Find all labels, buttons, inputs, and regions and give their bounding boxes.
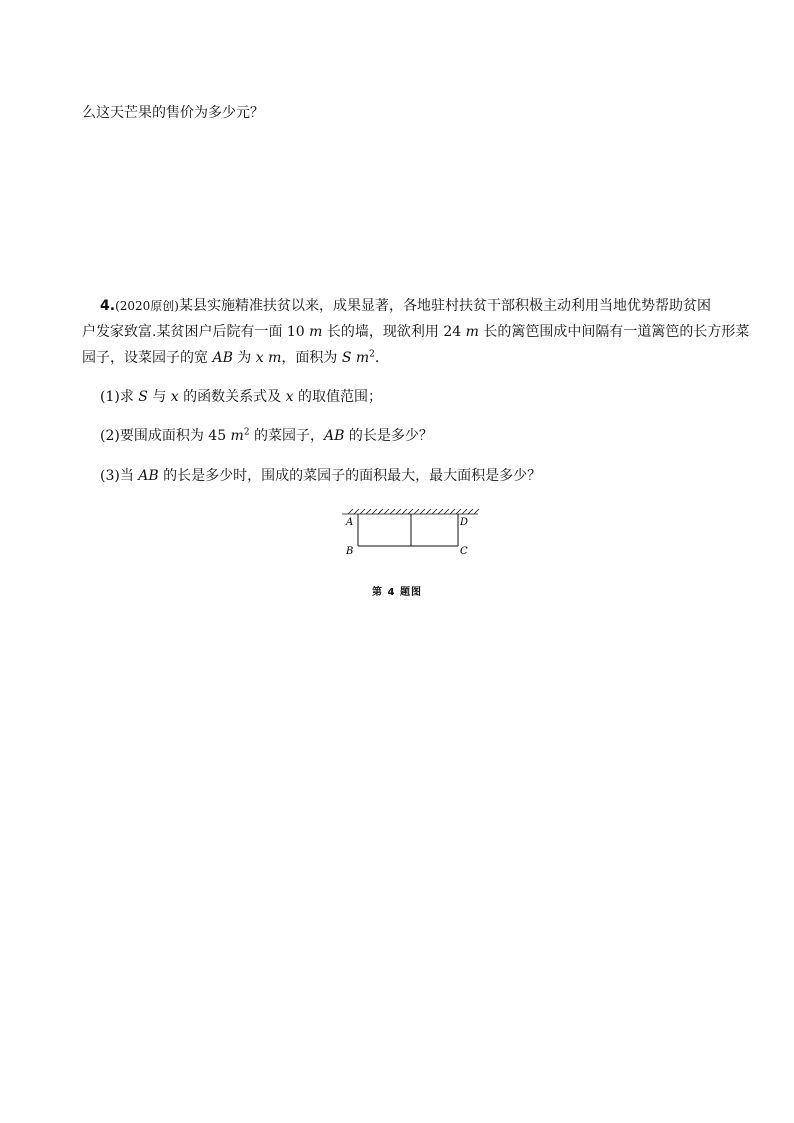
sub-question-2 — [100, 426, 433, 446]
superscript: 2 — [369, 349, 375, 360]
math-x-m: x m — [255, 350, 282, 366]
sub-question-3 — [100, 466, 541, 486]
text-segment: (3)当 — [100, 468, 139, 484]
math-ab: AB — [324, 428, 345, 444]
question-4-line-1 — [100, 296, 711, 316]
unit-m: m — [309, 324, 323, 340]
garden-fence-diagram — [340, 508, 485, 558]
question-4-line-2 — [82, 322, 749, 342]
label-c: C — [460, 546, 468, 557]
math-x: x — [170, 389, 179, 405]
math-s: S — [138, 389, 148, 405]
text-segment: 户发家致富.某贫困户后院有一面 10 — [82, 324, 310, 340]
text-segment: . — [374, 350, 380, 366]
question-text: 某县实施精准扶贫以来，成果显著，各地驻村扶贫干部积极主动利用当地优势帮助贫困 — [178, 298, 711, 314]
text-segment: 长的墙，现欲利用 24 — [322, 324, 466, 340]
text-segment: ，面积为 — [281, 350, 342, 366]
figure-caption: 第 4 题图 — [372, 587, 422, 598]
sub-question-1 — [100, 387, 382, 407]
unit-m: m — [465, 324, 479, 340]
text-segment: 的函数关系式及 — [178, 389, 286, 405]
math-x: x — [285, 389, 294, 405]
text-segment: (1)求 — [100, 389, 139, 405]
text-segment: 的菜园子， — [249, 428, 325, 444]
text-segment: 长的篱笆围成中间隔有一道篱笆的长方形菜 — [478, 324, 750, 340]
label-a: A — [346, 517, 354, 528]
text-segment: 与 — [147, 389, 171, 405]
text-segment: (2)要围成面积为 45 — [100, 428, 231, 444]
question-4-line-3 — [82, 348, 379, 368]
previous-question-tail: 么这天芒果的售价为多少元？ — [82, 105, 264, 121]
text-segment: 的长是多少？ — [344, 428, 433, 444]
text-segment: 为 — [232, 350, 256, 366]
text-segment: 的长是多少时，围成的菜园子的面积最大，最大面积是多少？ — [158, 468, 542, 484]
wall-hatching — [342, 509, 479, 514]
superscript: 2 — [243, 427, 250, 438]
text-segment: 园子，设菜园子的宽 — [82, 350, 213, 366]
fence-outline — [358, 514, 458, 546]
question-number: 4. — [100, 298, 116, 314]
math-s-m: S m — [341, 350, 370, 366]
text-segment: 的取值范围； — [293, 389, 382, 405]
label-b: B — [346, 546, 354, 557]
math-ab: AB — [138, 468, 159, 484]
question-source: (2020原创) — [115, 299, 179, 313]
unit-m: m — [230, 428, 244, 444]
label-d: D — [460, 517, 469, 528]
math-ab: AB — [212, 350, 233, 366]
